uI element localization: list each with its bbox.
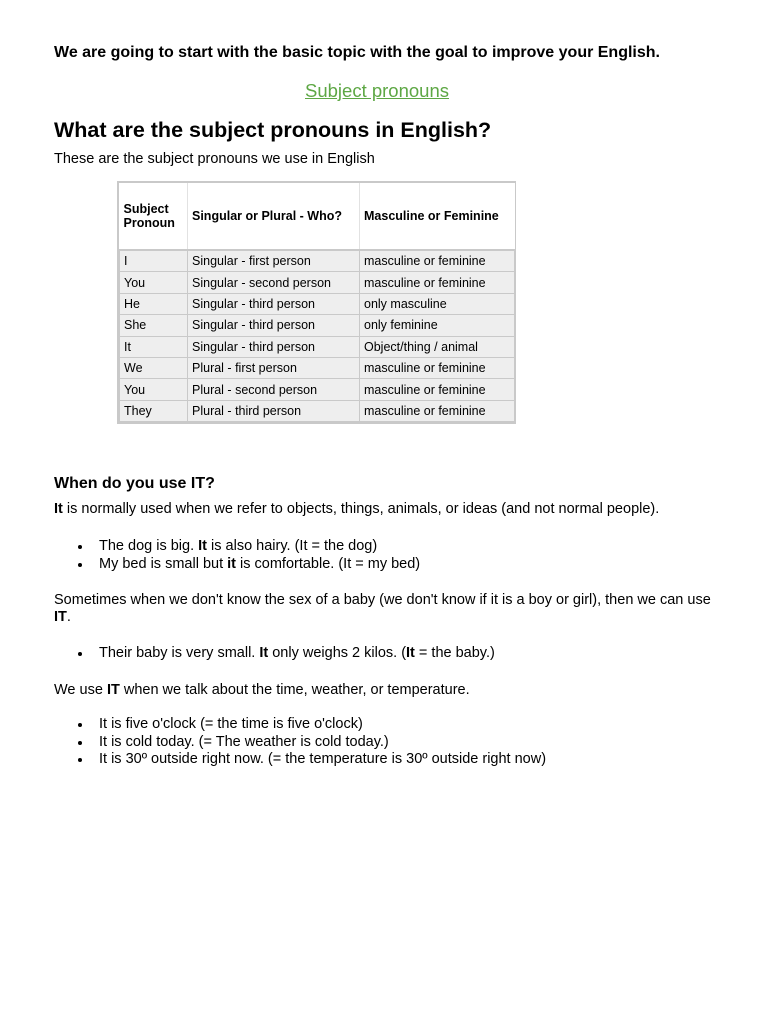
table-cell: Singular - third person: [188, 336, 360, 357]
paragraph-it-usage: [54, 501, 722, 518]
table-cell: only feminine: [360, 315, 515, 336]
text: only weighs 2 kilos. (: [268, 645, 407, 661]
table-cell: Singular - third person: [188, 293, 360, 314]
table-cell: only masculine: [360, 293, 515, 314]
list-item: [99, 556, 420, 574]
table-row: [120, 315, 515, 336]
table-cell: We: [120, 357, 188, 378]
text: My bed is small but: [99, 555, 228, 572]
list-item: [99, 538, 420, 556]
table-row: [120, 293, 515, 314]
header-subject-pronoun: Subject Pronoun: [120, 183, 188, 250]
table-cell: Plural - third person: [188, 400, 360, 421]
example-list-3: [54, 716, 546, 769]
header-singular-plural: Singular or Plural - Who?: [188, 183, 360, 250]
table-row: [120, 272, 515, 293]
bold-text: IT: [106, 682, 120, 698]
table-cell: I: [120, 250, 188, 272]
paragraph-time-weather: [54, 682, 722, 699]
text: Their baby is very small.: [99, 645, 260, 661]
pronoun-table: [117, 181, 516, 424]
table-cell: masculine or feminine: [360, 250, 515, 272]
table-row: [120, 400, 515, 421]
example-list-2: [54, 645, 495, 663]
paragraph-baby: [54, 592, 722, 626]
table-row: [120, 250, 515, 272]
bold-text: It: [54, 501, 63, 517]
header-masc-fem: Masculine or Feminine: [360, 183, 515, 250]
bold-text: It: [406, 645, 415, 661]
paragraph-text: Sometimes when we don't know the sex of a baby (we don't know if it is a boy or girl), then we can use: [54, 592, 711, 608]
bold-text: It: [198, 538, 208, 554]
table-cell: They: [120, 400, 188, 421]
table-cell: She: [120, 315, 188, 336]
page-heading: What are the subject pronouns in English?: [54, 118, 492, 142]
list-item: It is 30º outside right now. (= the temperature is 30º outside right now): [99, 751, 547, 767]
subtitle-link[interactable]: Subject pronouns: [305, 80, 449, 101]
table-cell: You: [120, 379, 188, 400]
example-list-1: [54, 538, 420, 573]
text: .: [66, 609, 71, 625]
text: when we talk about the time, weather, or temperature.: [119, 682, 470, 698]
table-cell: Singular - second person: [188, 272, 360, 293]
table-header-row: [120, 183, 515, 250]
bold-text: It: [259, 645, 269, 661]
intro-text: We are going to start with the basic topic with the goal to improve your English.: [54, 44, 660, 61]
table-cell: Singular - third person: [188, 315, 360, 336]
table-cell: It: [120, 336, 188, 357]
list-item: [99, 645, 495, 663]
table-cell: You: [120, 272, 188, 293]
table-cell: Plural - first person: [188, 357, 360, 378]
table-cell: Object/thing / animal: [360, 336, 515, 357]
text: is also hairy. (It = the dog): [207, 538, 378, 554]
text: is comfortable. (It = my bed): [236, 555, 421, 572]
table-cell: masculine or feminine: [360, 379, 515, 400]
table-cell: masculine or feminine: [360, 400, 515, 421]
list-item: It is cold today. (= The weather is cold today.): [99, 734, 546, 752]
table-row: [120, 357, 515, 378]
table-row: [120, 336, 515, 357]
table-cell: masculine or feminine: [360, 272, 515, 293]
text: = the baby.): [414, 645, 495, 661]
paragraph-text: is normally used when we refer to objects, things, animals, or ideas (and not normal people).: [62, 501, 660, 517]
table-cell: Singular - first person: [188, 250, 360, 272]
table-cell: Plural - second person: [188, 379, 360, 400]
list-item: It is five o'clock (= the time is five o'clock): [99, 716, 546, 734]
table-row: [120, 379, 515, 400]
section-heading-it: When do you use IT?: [54, 475, 215, 492]
table-cell: masculine or feminine: [360, 357, 515, 378]
bold-text: IT: [54, 609, 67, 625]
lead-text: These are the subject pronouns we use in English: [54, 151, 375, 167]
table-cell: He: [120, 293, 188, 314]
paragraph-text: We use: [54, 682, 107, 698]
text: The dog is big.: [99, 538, 199, 554]
bold-text: it: [227, 555, 236, 572]
